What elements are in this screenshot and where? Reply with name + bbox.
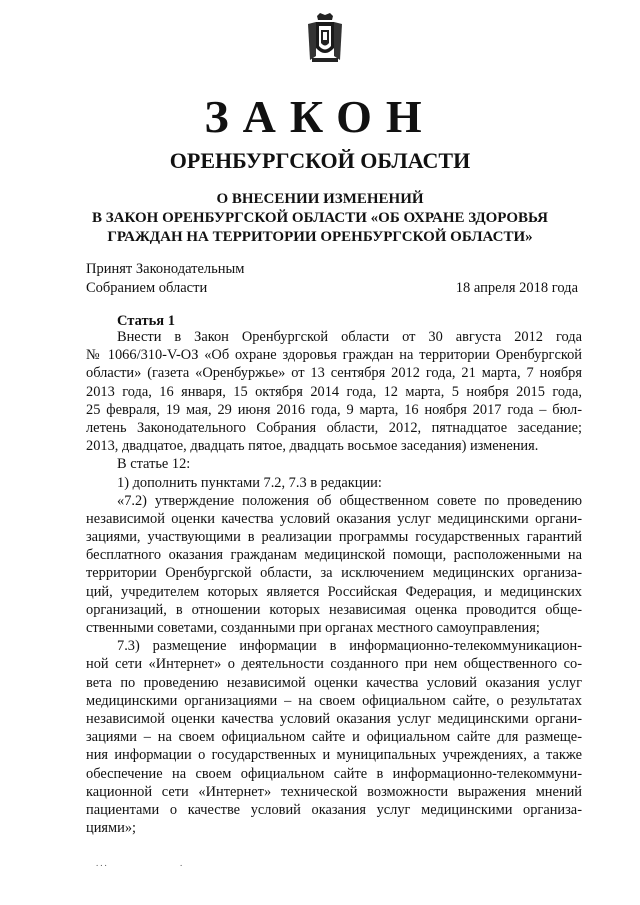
region-title: ОРЕНБУРГСКОЙ ОБЛАСТИ bbox=[169, 148, 471, 173]
subtitle-line: ГРАЖДАН НА ТЕРРИТОРИИ ОРЕНБУРГСКОЙ ОБЛАСТИ» bbox=[107, 229, 533, 245]
text-line: бесплатного оказания гражданам медицинской помощи, расположенными на bbox=[86, 547, 582, 564]
text-line: зациями, участвующими в реализации программы государственных гарантий bbox=[86, 529, 582, 546]
law-subtitle bbox=[60, 190, 580, 247]
text-line: зациями – на своем официальном сайте и официальном сайте для размеще- bbox=[86, 729, 582, 746]
text-line: № 1066/310-V-ОЗ «Об охране здоровья граждан на территории Оренбургской bbox=[86, 347, 582, 364]
article-title: Статья 1 bbox=[117, 313, 175, 329]
adoption-info bbox=[86, 260, 244, 298]
text-line: «7.2) утверждение положения об общественном совете по проведению bbox=[117, 492, 582, 509]
text-line: 1) дополнить пунктами 7.2, 7.3 в редакции: bbox=[117, 474, 382, 491]
text-line: независимой оценки качества условий оказания услуг медицинскими органи- bbox=[86, 510, 582, 527]
subtitle-line: В ЗАКОН ОРЕНБУРГСКОЙ ОБЛАСТИ «ОБ ОХРАНЕ ЗДОРОВЬЯ bbox=[92, 210, 548, 226]
text-line: кационной сети «Интернет» технической возможности выражения мнений bbox=[86, 783, 582, 800]
text-line: циями»; bbox=[86, 820, 137, 837]
text-line: территории Оренбургской области, за исключением медицинских организа- bbox=[86, 565, 582, 582]
footer-dot: . bbox=[180, 858, 183, 868]
adoption-date: 18 апреля 2018 года bbox=[455, 280, 578, 296]
text-line: обеспечение на своем официальном сайте в информационно-телекоммуни- bbox=[86, 765, 582, 782]
text-line: ния информации о государственных и муниципальных учреждениях, а также bbox=[86, 747, 582, 764]
text-line: вета по проведению независимой оценки качества условий оказания услуг bbox=[86, 674, 582, 691]
text-line: организаций, в отношении которых независимая оценка проводится обще- bbox=[86, 601, 582, 618]
text-line: летень Законодательного Собрания области, 2012, пятнадцатое заседание; bbox=[86, 419, 582, 436]
adoption-line: Собранием области bbox=[86, 280, 208, 296]
footer-marks: ... bbox=[96, 858, 109, 868]
document-title: ЗАКОН bbox=[204, 91, 436, 142]
text-line: медицинскими организациями – на своем официальном сайте, о результатах bbox=[86, 692, 582, 709]
text-line: пациентами о качестве условий оказания услуг медицинскими организа- bbox=[86, 801, 582, 818]
adoption-line: Принят Законодательным bbox=[86, 261, 245, 277]
coat-of-arms-icon bbox=[304, 12, 346, 64]
text-line: 25 февраля, 19 мая, 29 июня 2016 года, 9 марта, 16 ноября 2017 года – бюл- bbox=[86, 401, 582, 418]
text-line: В статье 12: bbox=[117, 456, 191, 473]
text-line: 2013 года, 16 января, 15 октября 2014 года, 12 марта, 5 ноября 2015 года, bbox=[86, 383, 582, 400]
text-line: ственными советами, созданными при органах местного самоуправления; bbox=[86, 620, 540, 636]
text-line: независимой оценки качества условий оказания услуг медицинскими органи- bbox=[86, 710, 582, 727]
text-line: ной сети «Интернет» о деятельности созданного при нем общественного со- bbox=[86, 656, 582, 673]
text-line: 2013, двадцатое, двадцать пятое, двадцать восьмое заседания) изменения. bbox=[86, 438, 539, 455]
article-body bbox=[86, 328, 582, 837]
text-line: Внести в Закон Оренбургской области от 30 августа 2012 года bbox=[117, 329, 582, 345]
text-line: 7.3) размещение информации в информационно-телекоммуникацион- bbox=[117, 638, 582, 655]
text-line: ций, учредителем которых является Российская Федерация, и медицинских bbox=[86, 583, 582, 600]
text-line: области» (газета «Оренбуржье» от 13 сентября 2012 года, 21 марта, 7 ноября bbox=[86, 365, 582, 382]
subtitle-line: О ВНЕСЕНИИ ИЗМЕНЕНИЙ bbox=[216, 191, 424, 207]
